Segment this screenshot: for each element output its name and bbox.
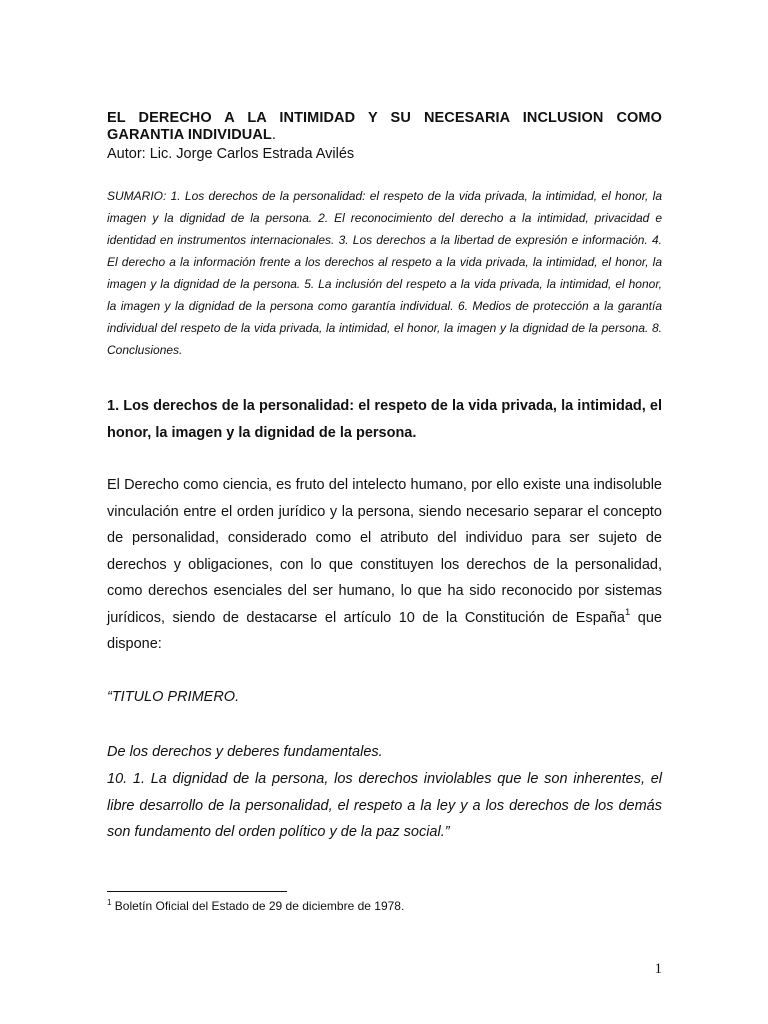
quote-heading: De los derechos y deberes fundamentales. (107, 744, 383, 760)
title-period: . (271, 127, 277, 143)
document-page (107, 0, 662, 1024)
footnote-text: Boletín Oficial del Estado de 29 de diciembre de 1978. (111, 899, 405, 913)
document-author: Autor: Lic. Jorge Carlos Estrada Avilés (107, 146, 355, 162)
footnote-separator (107, 891, 287, 892)
title-text: EL DERECHO A LA INTIMIDAD Y SU NECESARIA INCLUSION COMO GARANTIA INDIVIDUAL (107, 110, 662, 143)
footnote-reference[interactable]: 1 (624, 606, 631, 618)
quote-title: “TITULO PRIMERO. (107, 689, 240, 705)
document-title (107, 110, 662, 144)
footnote (107, 898, 662, 914)
body-paragraph (107, 472, 662, 658)
summary-paragraph: SUMARIO: 1. Los derechos de la personalidad: el respeto de la vida privada, la intimidad, el honor, la imagen y la dignidad de la persona. 2. El reconocimiento del derecho a la intimidad, privacidad e identidad en instrumentos internacionales. 3. Los derechos a la libertad de expresión e información. 4. El derecho a la información frente a los derechos al respeto a la vida privada, la intimidad, el honor, la imagen y la dignidad de la persona. 5. La inclusión del respeto a la vida privada, la intimidad, el honor, la imagen y la dignidad de la persona como garantía individual. 6. Medios de protección a la garantía individual del respeto de la vida privada, la intimidad, el honor, la imagen y la dignidad de la persona. 8. Conclusiones. (107, 189, 662, 357)
body-paragraph-end: que dispone: (107, 609, 662, 652)
body-paragraph-text: El Derecho como ciencia, es fruto del intelecto humano, por ello existe una indisoluble vinculación entre el orden jurídico y la persona, siendo necesario separar el concepto de personalidad, considerado como el atributo del individuo para ser sujeto de derechos y obligaciones, con lo que constituyen los derechos de la personalidad, como derechos esenciales del ser humano, lo que ha sido reconocido por sistemas jurídicos, siendo de destacarse el artículo 10 de la Constitución de España (107, 477, 662, 626)
footnote-mark: 1 (107, 898, 112, 907)
page-number: 1 (654, 961, 662, 977)
section-heading: 1. Los derechos de la personalidad: el respeto de la vida privada, la intimidad, el honor, la imagen y la dignidad de la persona. (107, 398, 662, 441)
quote-body: 10. 1. La dignidad de la persona, los derechos inviolables que le son inherentes, el libre desarrollo de la personalidad, el respeto a la ley y a los derechos de los demás son fundamento del orden político y de la paz social.” (107, 771, 662, 840)
